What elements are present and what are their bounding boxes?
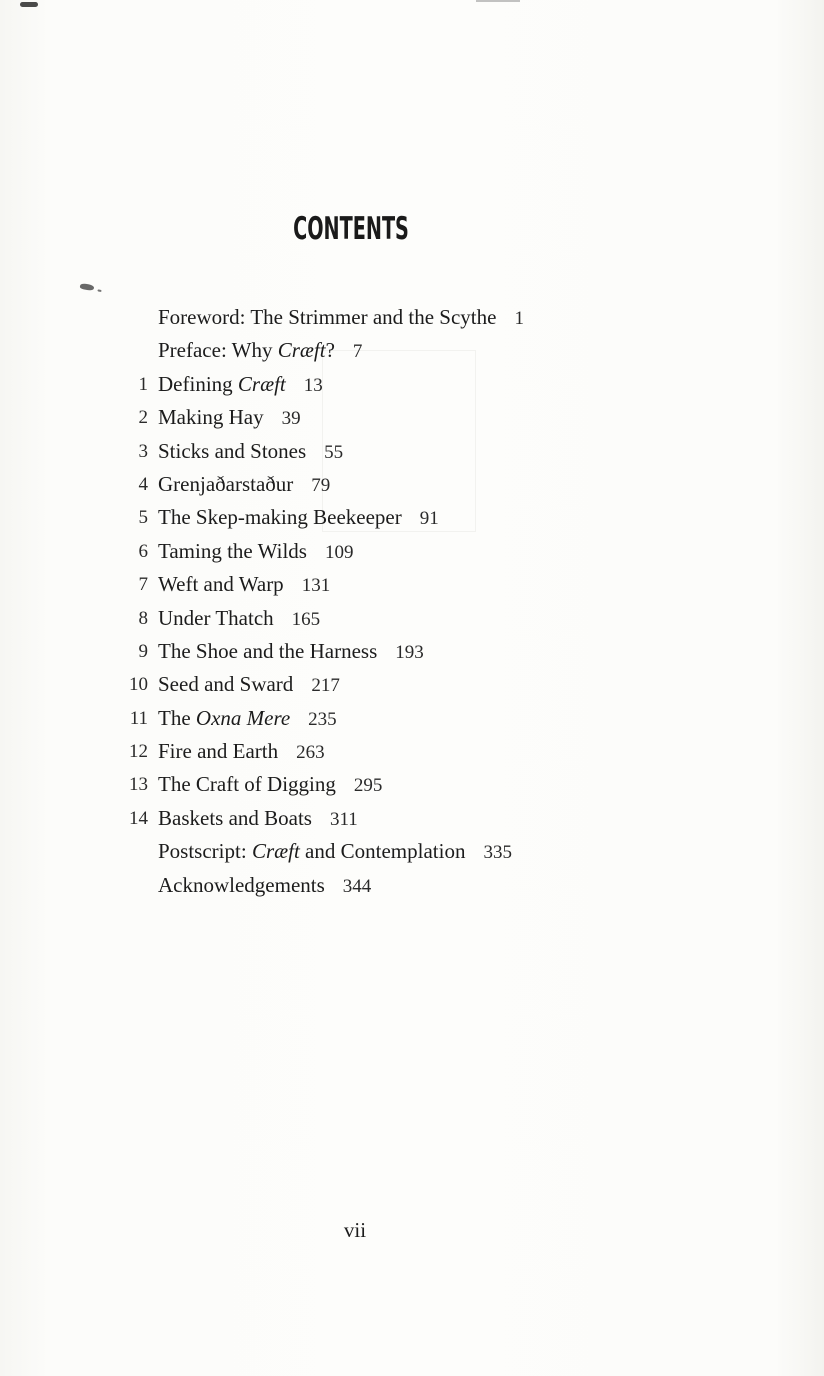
toc-entry <box>0 702 700 735</box>
toc-entry-body <box>158 768 382 802</box>
chapter-title-part: The <box>158 705 196 730</box>
chapter-title: Acknowledgements <box>158 872 325 897</box>
toc-entry-body <box>158 468 330 502</box>
chapter-number: 10 <box>129 674 148 696</box>
toc-entry-body <box>158 535 353 569</box>
toc-entry <box>0 768 700 801</box>
chapter-page-number: 165 <box>291 608 321 630</box>
chapter-number: 9 <box>138 640 148 662</box>
chapter-title-part: Preface: Why <box>158 338 278 363</box>
chapter-page-number: 39 <box>281 408 301 430</box>
chapter-title: Sticks and Stones <box>158 438 307 463</box>
toc-entry-body <box>158 435 343 469</box>
toc-entry <box>0 602 700 635</box>
toc-entry-body <box>158 635 424 669</box>
toc-entry <box>0 668 700 701</box>
chapter-title <box>158 338 335 362</box>
chapter-number: 12 <box>129 741 148 763</box>
chapter-title-part: Postscript: <box>158 839 252 864</box>
page-edge-mark <box>476 0 520 2</box>
toc-entry-body <box>158 835 512 869</box>
ink-smudge <box>20 2 38 7</box>
toc-entry-body <box>158 301 524 335</box>
chapter-page-number: 79 <box>311 474 331 496</box>
chapter-title <box>158 372 286 396</box>
toc-entry-body <box>158 602 320 636</box>
page-title: CONTENTS <box>293 210 409 247</box>
chapter-page-number: 131 <box>301 575 331 597</box>
chapter-page-number: 217 <box>311 675 340 697</box>
toc-entry <box>0 735 700 768</box>
chapter-page-number: 311 <box>329 808 358 830</box>
chapter-page-number: 91 <box>419 508 439 530</box>
chapter-title: Fire and Earth <box>158 739 279 764</box>
chapter-page-number: 295 <box>353 775 383 797</box>
chapter-title: Seed and Sward <box>158 672 294 697</box>
table-of-contents <box>0 301 700 902</box>
toc-entry-body <box>158 668 340 702</box>
toc-entry <box>0 535 700 568</box>
toc-entry <box>0 301 700 334</box>
chapter-title-italic: Cræft <box>277 338 326 363</box>
chapter-title-italic: Oxna Mere <box>195 705 291 730</box>
toc-entry <box>0 401 700 434</box>
chapter-title: Taming the Wilds <box>158 538 307 563</box>
chapter-number: 13 <box>129 774 148 796</box>
chapter-title: Under Thatch <box>158 605 274 630</box>
chapter-page-number: 263 <box>296 742 325 764</box>
chapter-title-part: ? <box>325 338 335 363</box>
chapter-title: Making Hay <box>158 405 264 430</box>
chapter-title <box>158 706 290 730</box>
chapter-title: Foreword: The Strimmer and the Scythe <box>158 305 497 329</box>
toc-entry <box>0 869 700 902</box>
chapter-page-number: 55 <box>324 441 344 463</box>
toc-entry <box>0 334 700 367</box>
chapter-page-number: 344 <box>342 875 372 897</box>
chapter-number: 7 <box>138 574 148 596</box>
chapter-title: The Skep-making Beekeeper <box>158 505 402 530</box>
toc-entry <box>0 468 700 501</box>
toc-entry-body <box>158 568 330 602</box>
toc-entry-body <box>158 869 371 903</box>
toc-entry <box>0 802 700 835</box>
chapter-number: 11 <box>129 707 148 729</box>
chapter-number: 6 <box>138 540 148 562</box>
page-number: vii <box>343 1218 367 1242</box>
chapter-title-italic: Cræft <box>251 839 300 864</box>
chapter-title: Baskets and Boats <box>158 805 312 830</box>
chapter-page-number: 7 <box>352 341 363 363</box>
chapter-number: 5 <box>138 507 148 529</box>
toc-entry <box>0 635 700 668</box>
toc-entry-body <box>158 501 439 535</box>
toc-entry-body <box>158 735 325 769</box>
chapter-title: The Shoe and the Harness <box>158 638 378 663</box>
chapter-title: Grenjaðarstaður <box>158 471 294 496</box>
chapter-number: 14 <box>129 807 148 829</box>
chapter-number: 8 <box>138 607 148 629</box>
ink-smudge <box>80 283 95 292</box>
chapter-page-number: 109 <box>324 541 354 563</box>
chapter-page-number: 235 <box>308 708 337 730</box>
toc-entry-body <box>158 334 362 368</box>
toc-entry-body <box>158 702 337 736</box>
chapter-page-number: 335 <box>483 842 512 864</box>
toc-entry <box>0 835 700 868</box>
chapter-page-number: 1 <box>514 308 524 329</box>
toc-entry <box>0 568 700 601</box>
toc-entry-body <box>158 802 358 836</box>
chapter-page-number: 193 <box>395 641 424 663</box>
chapter-title: The Craft of Digging <box>158 772 336 797</box>
toc-entry <box>0 368 700 401</box>
toc-entry-body <box>158 401 301 435</box>
toc-entry <box>0 501 700 534</box>
toc-entry-body <box>158 368 323 402</box>
chapter-number: 1 <box>138 373 148 395</box>
chapter-title-part: and Contemplation <box>299 839 466 864</box>
toc-entry <box>0 435 700 468</box>
chapter-number: 2 <box>138 407 148 429</box>
chapter-number: 4 <box>138 473 148 495</box>
chapter-title: Weft and Warp <box>158 572 284 597</box>
chapter-title-part: Defining <box>158 371 238 396</box>
chapter-number: 3 <box>138 440 148 462</box>
chapter-title <box>158 839 465 863</box>
chapter-page-number: 13 <box>303 374 323 396</box>
chapter-title-italic: Cræft <box>237 371 286 396</box>
